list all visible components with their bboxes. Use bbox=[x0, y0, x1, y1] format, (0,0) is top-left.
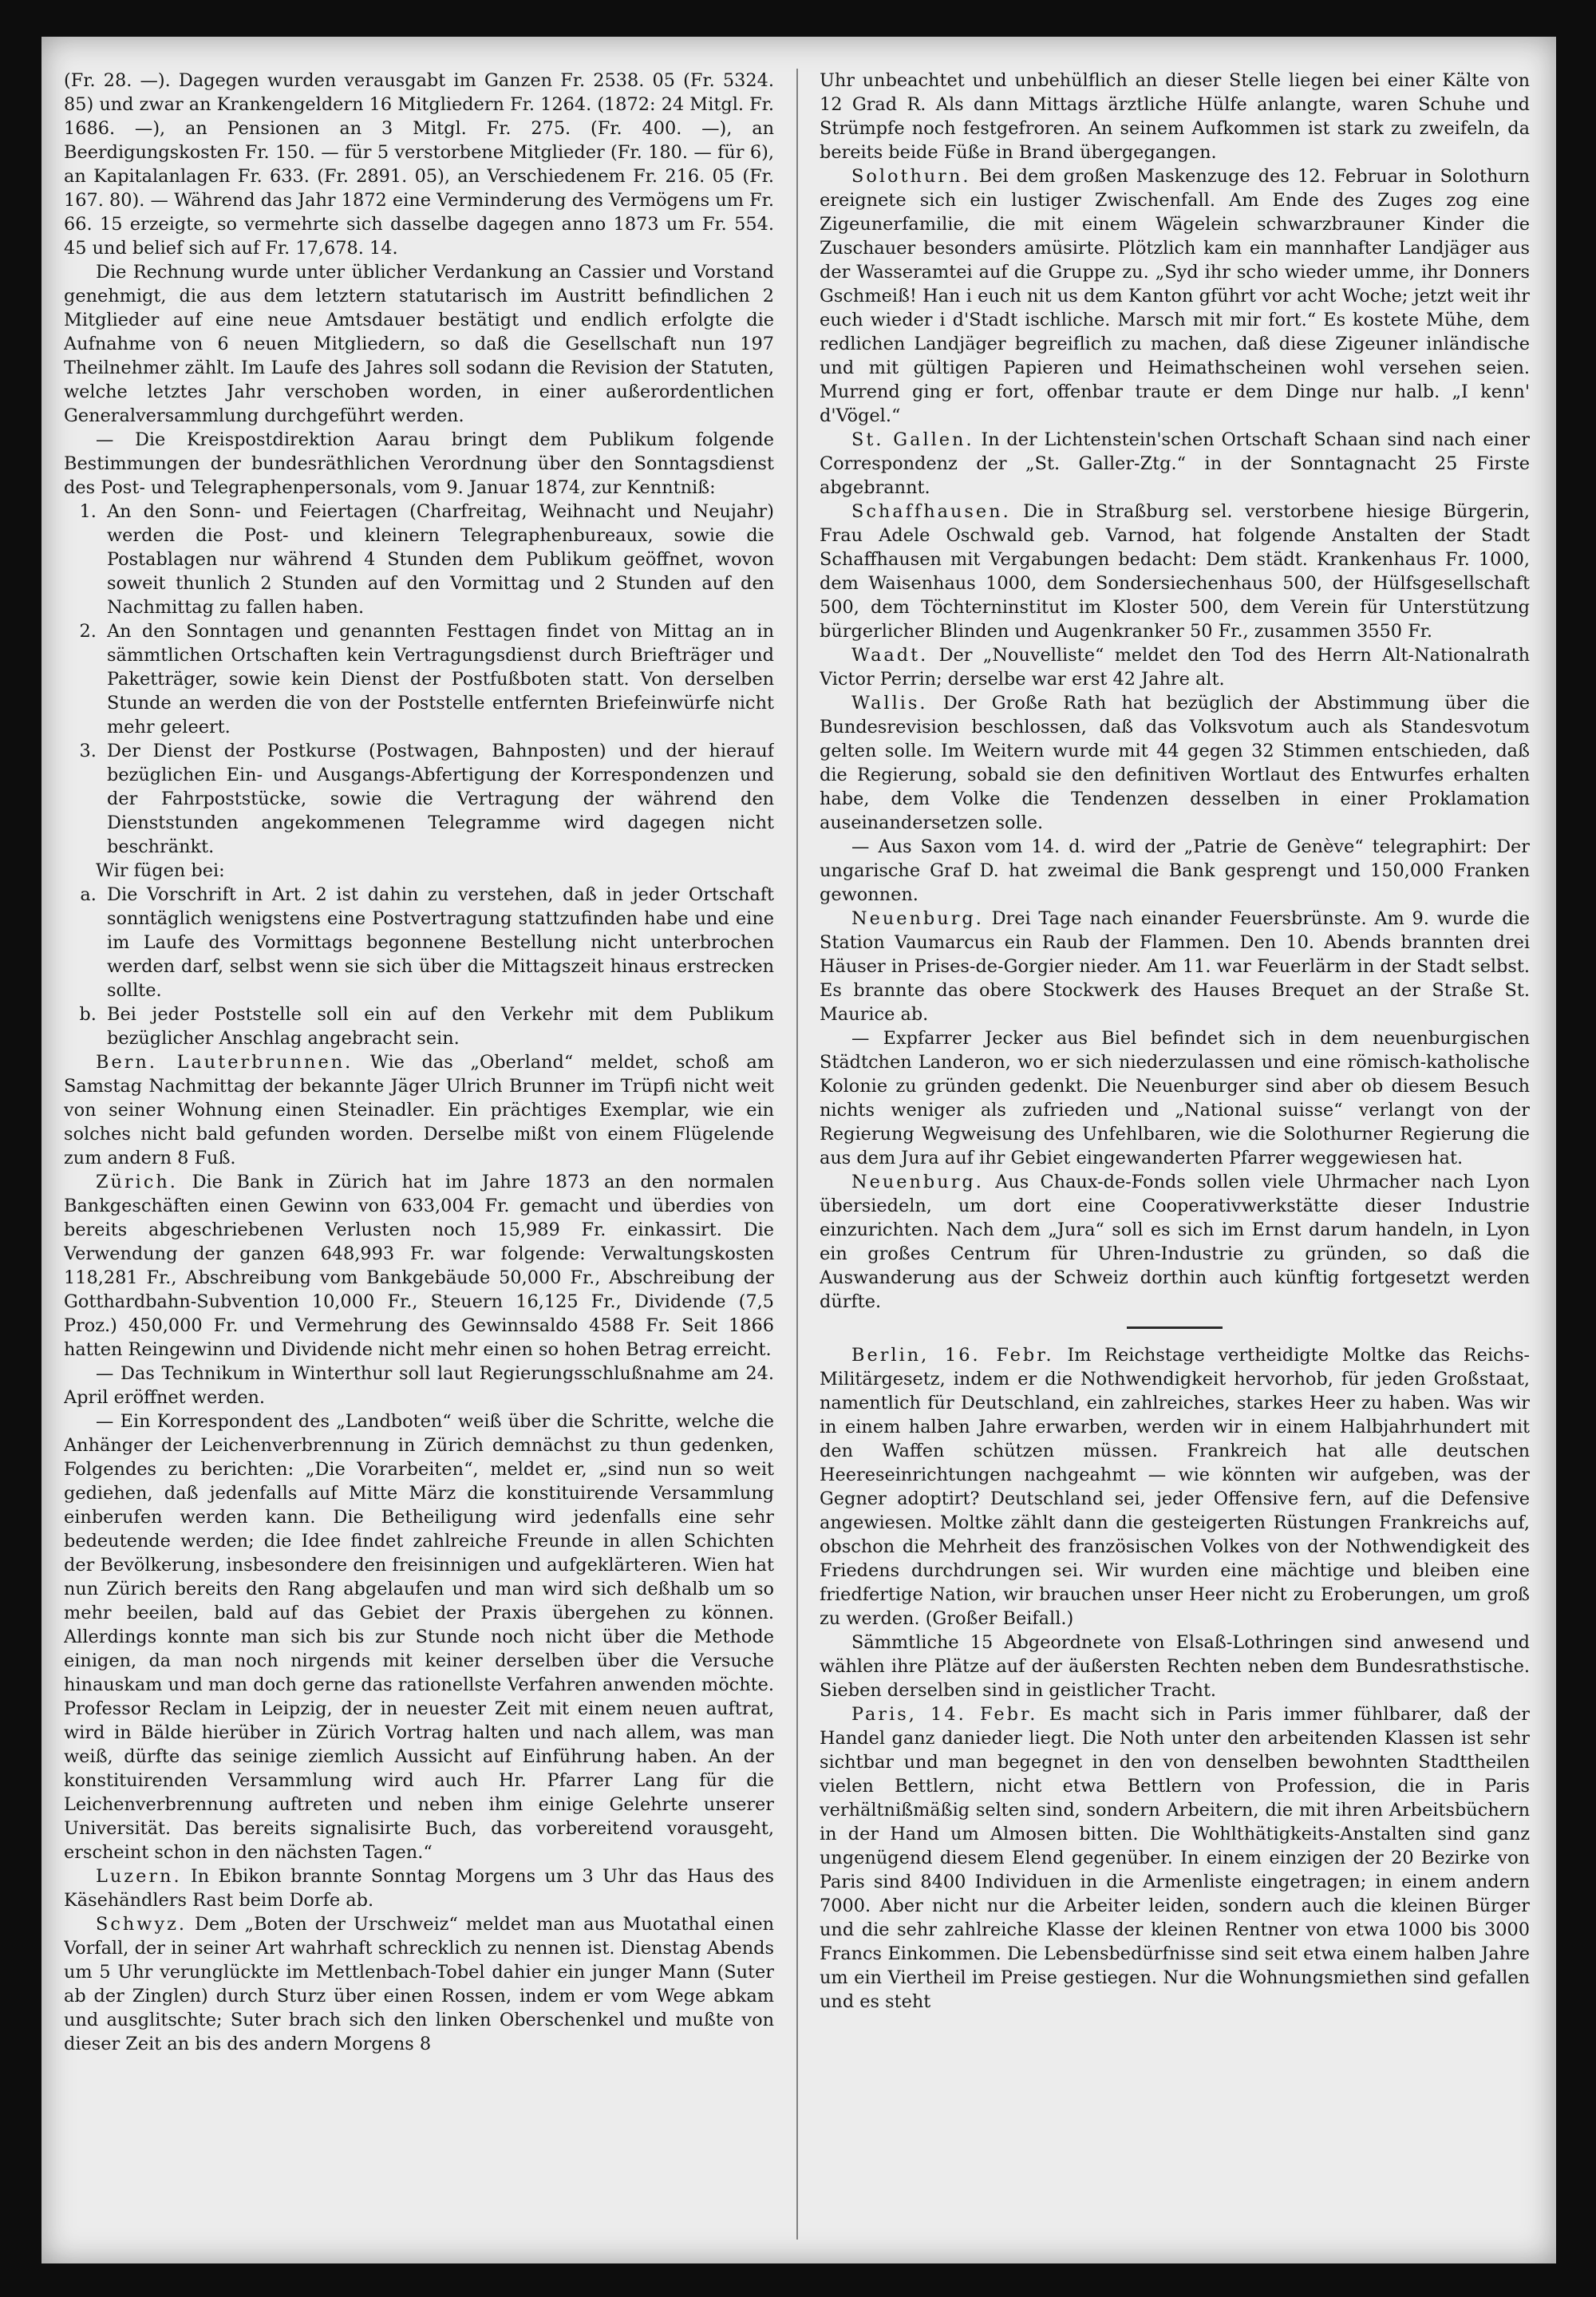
paragraph-rechnung: Die Rechnung wurde unter üblicher Verdankung an Cassier und Vorstand genehmigt, die aus dem letztern statutarisch im Austritt befindlichen 2 Mitglieder auf eine neue Amtsdauer bestätigt und endlich erfolgte die Aufnahme von 6 neuen Mitgliedern, so daß die Gesellschaft nun 197 Theilnehmer zählt. Im Laufe des Jahres soll sodann die Revision der Statuten, welche letztes Jahr verschoben worden, in einer außerordentlichen Generalversammlung durchgeführt werden. bbox=[64, 262, 774, 426]
post-hint: Wir fügen bei: bbox=[96, 860, 225, 881]
post-rule-item: 1. An den Sonn- und Feiertagen (Charfreitag, Weihnacht und Neujahr) werden die Post- und kleinern Telegraphenbureaux, sowie die Postablagen nur während 4 Stunden dem Publikum geöffnet, wovon soweit thunlich 2 Stunden auf den Vormittag und 2 Stunden auf den Nachmittag zu fallen haben. bbox=[102, 500, 774, 619]
post-sub-rule-item: a. Die Vorschrift in Art. 2 ist dahin zu verstehen, daß in jeder Ortschaft sonntäglich wenigstens eine Postvertragung stattzufinden habe und eine im Laufe des Vormittags begonnene Bestellung nicht unterbrochen werden darf, selbst wenn sie sich über die Mittagszeit hinaus erstrecken sollte. bbox=[102, 883, 774, 1002]
article-neuenburg-uhren bbox=[820, 1170, 1530, 1314]
post-sub-rules-list bbox=[64, 883, 774, 1050]
article-st-gallen bbox=[820, 428, 1530, 500]
dateline-st-gallen: St. Gallen. bbox=[851, 429, 974, 450]
article-luzern-text: In Ebikon brannte Sonntag Morgens um 3 Uhr das Haus des Käsehändlers Rast beim Dorfe ab. bbox=[64, 1866, 774, 1911]
newspaper-page bbox=[41, 37, 1556, 2263]
article-technikum: — Das Technikum in Winterthur soll laut Regierungsschlußnahme am 24. April eröffnet werden. bbox=[64, 1363, 774, 1408]
section-separator bbox=[1127, 1326, 1223, 1329]
article-bern-text: Wie das „Oberland“ meldet, schoß am Samstag Nachmittag der bekannte Jäger Ulrich Brunner im Trüpfi nicht weit von seiner Wohnung einen Steinadler. Ein prächtiges Exemplar, wie ein solches nicht bald gefunden worden. Derselbe mißt von einem Flügelende zum andern 8 Fuß. bbox=[64, 1052, 774, 1168]
dateline-schaffhausen: Schaffhausen. bbox=[851, 501, 1011, 522]
article-bern bbox=[64, 1050, 774, 1170]
article-schwyz-continued: Uhr unbeachtet und unbehülflich an dieser Stelle liegen bei einer Kälte von 12 Grad R. Als dann Mittags ärztliche Hülfe anlangte, waren Schuhe und Strümpfe noch festgefroren. An seinem Aufkommen ist stark zu zweifeln, da bereits beide Füße in Brand übergegangen. bbox=[820, 70, 1530, 163]
article-wallis-text: Der Große Rath hat bezüglich der Abstimmung über die Bundesrevision beschlossen, daß das Volksvotum auch als Standesvotum gelten solle. Im Weitern wurde mit 44 gegen 32 Stimmen entschieden, daß die Regierung, sobald sie den definitiven Wortlaut des Entwurfes erhalten habe, dem Volke die Tendenzen desselben in einer Proklamation auseinandersetzen solle. bbox=[820, 693, 1530, 833]
dateline-luzern: Luzern. bbox=[96, 1866, 182, 1887]
article-neuenburg-feuer bbox=[820, 907, 1530, 1026]
article-leichenverbrennung: — Ein Korrespondent des „Landboten“ weiß über die Schritte, welche die Anhänger der Leichenverbrennung in Zürich demnächst zu thun gedenken, Folgendes zu berichten: „Die Vorarbeiten“, meldet er, „sind nun so weit gediehen, daß jedenfalls auf Mitte März die konstituirende Versammlung einberufen werden kann. Die Betheiligung wird jedenfalls eine sehr bedeutende werden; die Idee findet zahlreiche Freunde in allen Schichten der Bevölkerung, insbesondere den freisinnigen und aufgeklärteren. Wien hat nun Zürich bereits den Rang abgelaufen und man wird sich deßhalb um so mehr beeilen, bald auf das Gebiet der Praxis übergehen zu können. Allerdings konnte man sich bis zur Stunde noch nicht über die Methode einigen, da man noch nirgends mit keiner derselben über die Versuche hinauskam und man doch gerne das rationellste Verfahren anwenden möchte. Professor Reclam in Leipzig, der in neuester Zeit mit einem neuen auftrat, wird in Bälde hierüber in Zürich Vortrag halten und nach allem, was man weiß, dürfte das seinige ziemlich Aussicht auf Einführung haben. An der konstituirenden Versammlung wird auch Hr. Pfarrer Lang für die Leichenverbrennung auftreten und neben ihm einige Gelehrte unserer Universität. Das bereits signalisirte Buch, das vorbereitend vorausgeht, erscheint schon in den nächsten Tagen.“ bbox=[64, 1411, 774, 1863]
post-sub-rule-item: b. Bei jeder Poststelle soll ein auf den Verkehr mit dem Publikum bezüglicher Anschlag angebracht sein. bbox=[102, 1002, 774, 1050]
dateline-waadt: Waadt. bbox=[851, 645, 929, 666]
article-jecker: — Expfarrer Jecker aus Biel befindet sich in dem neuenburgischen Städtchen Landeron, wo er sich niederzulassen und eine römisch-katholische Kolonie zu gründen gedenkt. Die Neuenburger sind aber ob diesem Besuch nichts weniger als zufrieden und „National suisse“ verlangt von der Regierung Wegweisung des Unfehlbaren, wie die Solothurner Regierung die aus dem Jura auf ihr Gebiet eingewanderten Pfarrer weggewiesen hat. bbox=[820, 1028, 1530, 1168]
article-solothurn bbox=[820, 164, 1530, 428]
dateline-paris: Paris, 14. Febr. bbox=[851, 1704, 1038, 1725]
column-divider bbox=[796, 69, 798, 2240]
article-schaffhausen-text: Die in Straßburg sel. verstorbene hiesige Bürgerin, Frau Adele Oschwald geb. Varnod, hat folgende Anstalten der Stadt Schaffhausen mit Vergabungen bedacht: Dem städt. Krankenhaus Fr. 1000, dem Waisenhaus 1000, dem Sondersiechenhaus 500, der Hülfsgesellschaft 500, dem Töchterninstitut im Kloster 500, dem Verein für Unterstützung bürgerlicher Blinden und Augenkranker 50 Fr., zusammen 3550 Fr. bbox=[820, 501, 1530, 642]
article-paris-text: Es macht sich in Paris immer fühlbarer, daß der Handel ganz danieder liegt. Die Noth unter den arbeitenden Klassen ist sehr sichtbar und man begegnet in den von denselben bewohnten Stadttheilen vielen Bettlern, nicht etwa Bettlern von Profession, die in Paris verhältnißmäßig selten sind, sondern Arbeitern, die mit ihren Arbeitsbüchern in der Hand um Almosen bitten. Die Wohlthätigkeits-Anstalten sind ganz ungenügend diesem Elend gegenüber. In einem einzigen der 20 Bezirke von Paris sind 8400 Individuen in die Armenliste eingetragen; in einem andern 7000. Aber nicht nur die Arbeiter leiden, sondern auch die kleinen Bürger und die sehr zahlreiche Klasse der kleinen Rentner von etwa 1000 bis 3000 Francs Einkommen. Die Lebensbedürfnisse sind seit etwa einem halben Jahre um ein Viertheil im Preise gestiegen. Nur die Wohnungsmiethen sind gefallen und es steht bbox=[820, 1704, 1530, 2012]
paragraph-post-intro: — Die Kreispostdirektion Aarau bringt dem Publikum folgende Bestimmungen der bundesräthlichen Verordnung über den Sonntagsdienst des Post- und Telegraphenpersonals, vom 9. Januar 1874, zur Kenntniß: bbox=[64, 429, 774, 498]
dateline-neuenburg: Neuenburg. bbox=[851, 908, 984, 929]
article-berlin-text: Im Reichstage vertheidigte Moltke das Reichs-Militärgesetz, indem er die Nothwendigkeit hervorhob, für jeden Großstaat, namentlich für Deutschland, ein zahlreiches, starkes Heer zu haben. Was wir in einem halben Jahre erwarben, werden wir in einem Halbjahrhundert mit den Waffen schützen müssen. Frankreich hat alle deutschen Heereseinrichtungen nachgeahmt — wie könnten wir aufgeben, was der Gegner adoptirt? Deutschland sei, jeder Offensive fern, auf die Defensive angewiesen. Moltke zählt dann die gesteigerten Rüstungen Frankreichs auf, obschon die Mehrheit des französischen Volkes von der Nothwendigkeit des Friedens durchdrungen sei. Wir wurden eine mächtige und bleiben eine friedfertige Nation, wir brauchen unser Heer nicht zu Eroberungen, um groß zu werden. (Großer Beifall.) bbox=[820, 1345, 1530, 1629]
article-schwyz-text: Dem „Boten der Urschweiz“ meldet man aus Muotathal einen Vorfall, der in seiner Art wahrhaft schrecklich zu nennen ist. Dienstag Abends um 5 Uhr verunglückte im Mettlenbach-Tobel dahier ein junger Mann (Suter ab der Zinglen) durch Sturz über einen Rossen, indem er vom Wege abkam und ausglitschte; Suter brach sich den linken Oberschenkel und mußte von dieser Zeit an bis des andern Morgens 8 bbox=[64, 1914, 774, 2054]
article-wallis bbox=[820, 691, 1530, 835]
article-saxon: — Aus Saxon vom 14. d. wird der „Patrie de Genève“ telegraphirt: Der ungarische Graf D. hat zweimal die Bank gesprengt und 150,000 Franken gewonnen. bbox=[820, 836, 1530, 905]
post-rules-list bbox=[64, 500, 774, 859]
article-waadt bbox=[820, 643, 1530, 691]
dateline-schwyz: Schwyz. bbox=[96, 1914, 188, 1935]
article-st-gallen-text: In der Lichtenstein'schen Ortschaft Schaan sind nach einer Correspondenz der „St. Galler-Ztg.“ in der Sonntagnacht 25 Firste abgebrannt. bbox=[820, 429, 1530, 498]
article-schaffhausen bbox=[820, 500, 1530, 643]
post-rule-item: 3. Der Dienst der Postkurse (Postwagen, Bahnposten) und der hierauf bezüglichen Ein- und Ausgangs-Abfertigung der Korrespondenzen und der Fahrpoststücke, sowie die Vertragung der während den Dienststunden angekommenen Telegramme wird dagegen nicht beschränkt. bbox=[102, 739, 774, 859]
article-neuenburg-feuer-text: Drei Tage nach einander Feuersbrünste. Am 9. wurde die Station Vaumarcus ein Raub der Flammen. Den 10. Abends brannten drei Häuser in Prises-de-Gorgier nieder. Am 11. war Feuerlärm in der Stadt selbst. Es brannte das obere Stockwerk des Hauses Brequet an der Straße St. Maurice ab. bbox=[820, 908, 1530, 1025]
dateline-neuenburg: Neuenburg. bbox=[851, 1172, 984, 1192]
article-zuerich bbox=[64, 1170, 774, 1362]
dateline-bern: Bern. Lauterbrunnen. bbox=[96, 1052, 354, 1073]
article-elsass: Sämmtliche 15 Abgeordnete von Elsaß-Lothringen sind anwesend und wählen ihre Plätze auf der äußersten Rechten neben dem Bundesrathstische. Sieben derselben sind in geistlicher Tracht. bbox=[820, 1632, 1530, 1701]
dateline-zuerich: Zürich. bbox=[96, 1172, 178, 1192]
article-paris bbox=[820, 1702, 1530, 2014]
article-berlin bbox=[820, 1343, 1530, 1631]
dateline-wallis: Wallis. bbox=[851, 693, 928, 714]
article-neuenburg-uhren-text: Aus Chaux-de-Fonds sollen viele Uhrmacher nach Lyon übersiedeln, um dort eine Cooperativwerkstätte dieser Industrie einzurichten. Nach dem „Jura“ soll es sich im Ernst darum handeln, in Lyon ein großes Centrum für Uhren-Industrie zu gründen, so daß die Auswanderung aus der Schweiz dorthin auch künftig fortgesetzt werden dürfte. bbox=[820, 1172, 1530, 1312]
dateline-berlin: Berlin, 16. Febr. bbox=[851, 1345, 1054, 1366]
right-column bbox=[820, 69, 1530, 2248]
dateline-solothurn: Solothurn. bbox=[851, 166, 971, 187]
paragraph-kasse-intro: (Fr. 28. —). Dagegen wurden verausgabt im Ganzen Fr. 2538. 05 (Fr. 5324. 85) und zwar an Krankengeldern 16 Mitgliedern Fr. 1264. (1872: 24 Mitgl. Fr. 1686. —), an Pensionen an 3 Mitgl. Fr. 275. (Fr. 400. —), an Beerdigungskosten Fr. 150. — für 5 verstorbene Mitglieder (Fr. 180. — für 6), an Kapitalanlagen Fr. 633. (Fr. 2891. 05), an Verschiedenem Fr. 216. 05 (Fr. 167. 80). — Während das Jahr 1872 eine Verminderung des Vermögens um Fr. 66. 15 erzeigte, so vermehrte sich dasselbe dagegen anno 1873 um Fr. 554. 45 und belief sich auf Fr. 17,678. 14. bbox=[64, 70, 774, 259]
article-luzern bbox=[64, 1864, 774, 1912]
left-column bbox=[64, 69, 774, 2248]
post-rule-item: 2. An den Sonntagen und genannten Festtagen findet von Mittag an in sämmtlichen Ortschaften kein Vertragungsdienst durch Briefträger und Paketträger, sowie kein Dienst der Postfußboten statt. Von derselben Stunde an werden die von der Poststelle entfernten Briefeinwürfe nicht mehr geleert. bbox=[102, 619, 774, 739]
article-zuerich-text: Die Bank in Zürich hat im Jahre 1873 an den normalen Bankgeschäften einen Gewinn von 633,004 Fr. gemacht und überdies von bereits abgeschriebenen Verlusten noch 15,989 Fr. einkassirt. Die Verwendung der ganzen 648,993 Fr. war folgende: Verwaltungskosten 118,281 Fr., Abschreibung vom Bankgebäude 50,000 Fr., Abschreibung der Gotthardbahn-Subvention 10,000 Fr., Steuern 16,125 Fr., Dividende (7,5 Proz.) 450,000 Fr. und Vermehrung des Gewinnsaldo 4588 Fr. Seit 1866 hatten Reingewinn und Dividende nicht mehr einen so hohen Betrag erreicht. bbox=[64, 1172, 774, 1360]
article-solothurn-text: Bei dem großen Maskenzuge des 12. Februar in Solothurn ereignete sich ein lustiger Zwischenfall. Am Ende des Zuges zog eine Zigeunerfamilie, die mit einem Wägelein schwarzbrauner Kinder die Zuschauer besonders amüsirte. Plötzlich kam ein mannhafter Landjäger aus der Wasseramtei auf die Gruppe zu. „Syd ihr scho wieder umme, ihr Donners Gschmeiß! Han i euch nit us dem Kanton gführt vor acht Woche; jetzt weit ihr euch wieder i d'Stadt ischliche. Marsch mit mir fort.“ Es kostete Mühe, dem redlichen Landjäger begreiflich zu machen, daß diese Zigeuner inländische und mit gültigen Papieren und Heimathscheinen wohl versehen seien. Murrend ging er fort, offenbar traute er dem Dinge nur halb. „I kenn' d'Vögel.“ bbox=[820, 166, 1530, 426]
article-waadt-text: Der „Nouvelliste“ meldet den Tod des Herrn Alt-Nationalrath Victor Perrin; derselbe war erst 42 Jahre alt. bbox=[820, 645, 1530, 690]
article-schwyz bbox=[64, 1912, 774, 2056]
